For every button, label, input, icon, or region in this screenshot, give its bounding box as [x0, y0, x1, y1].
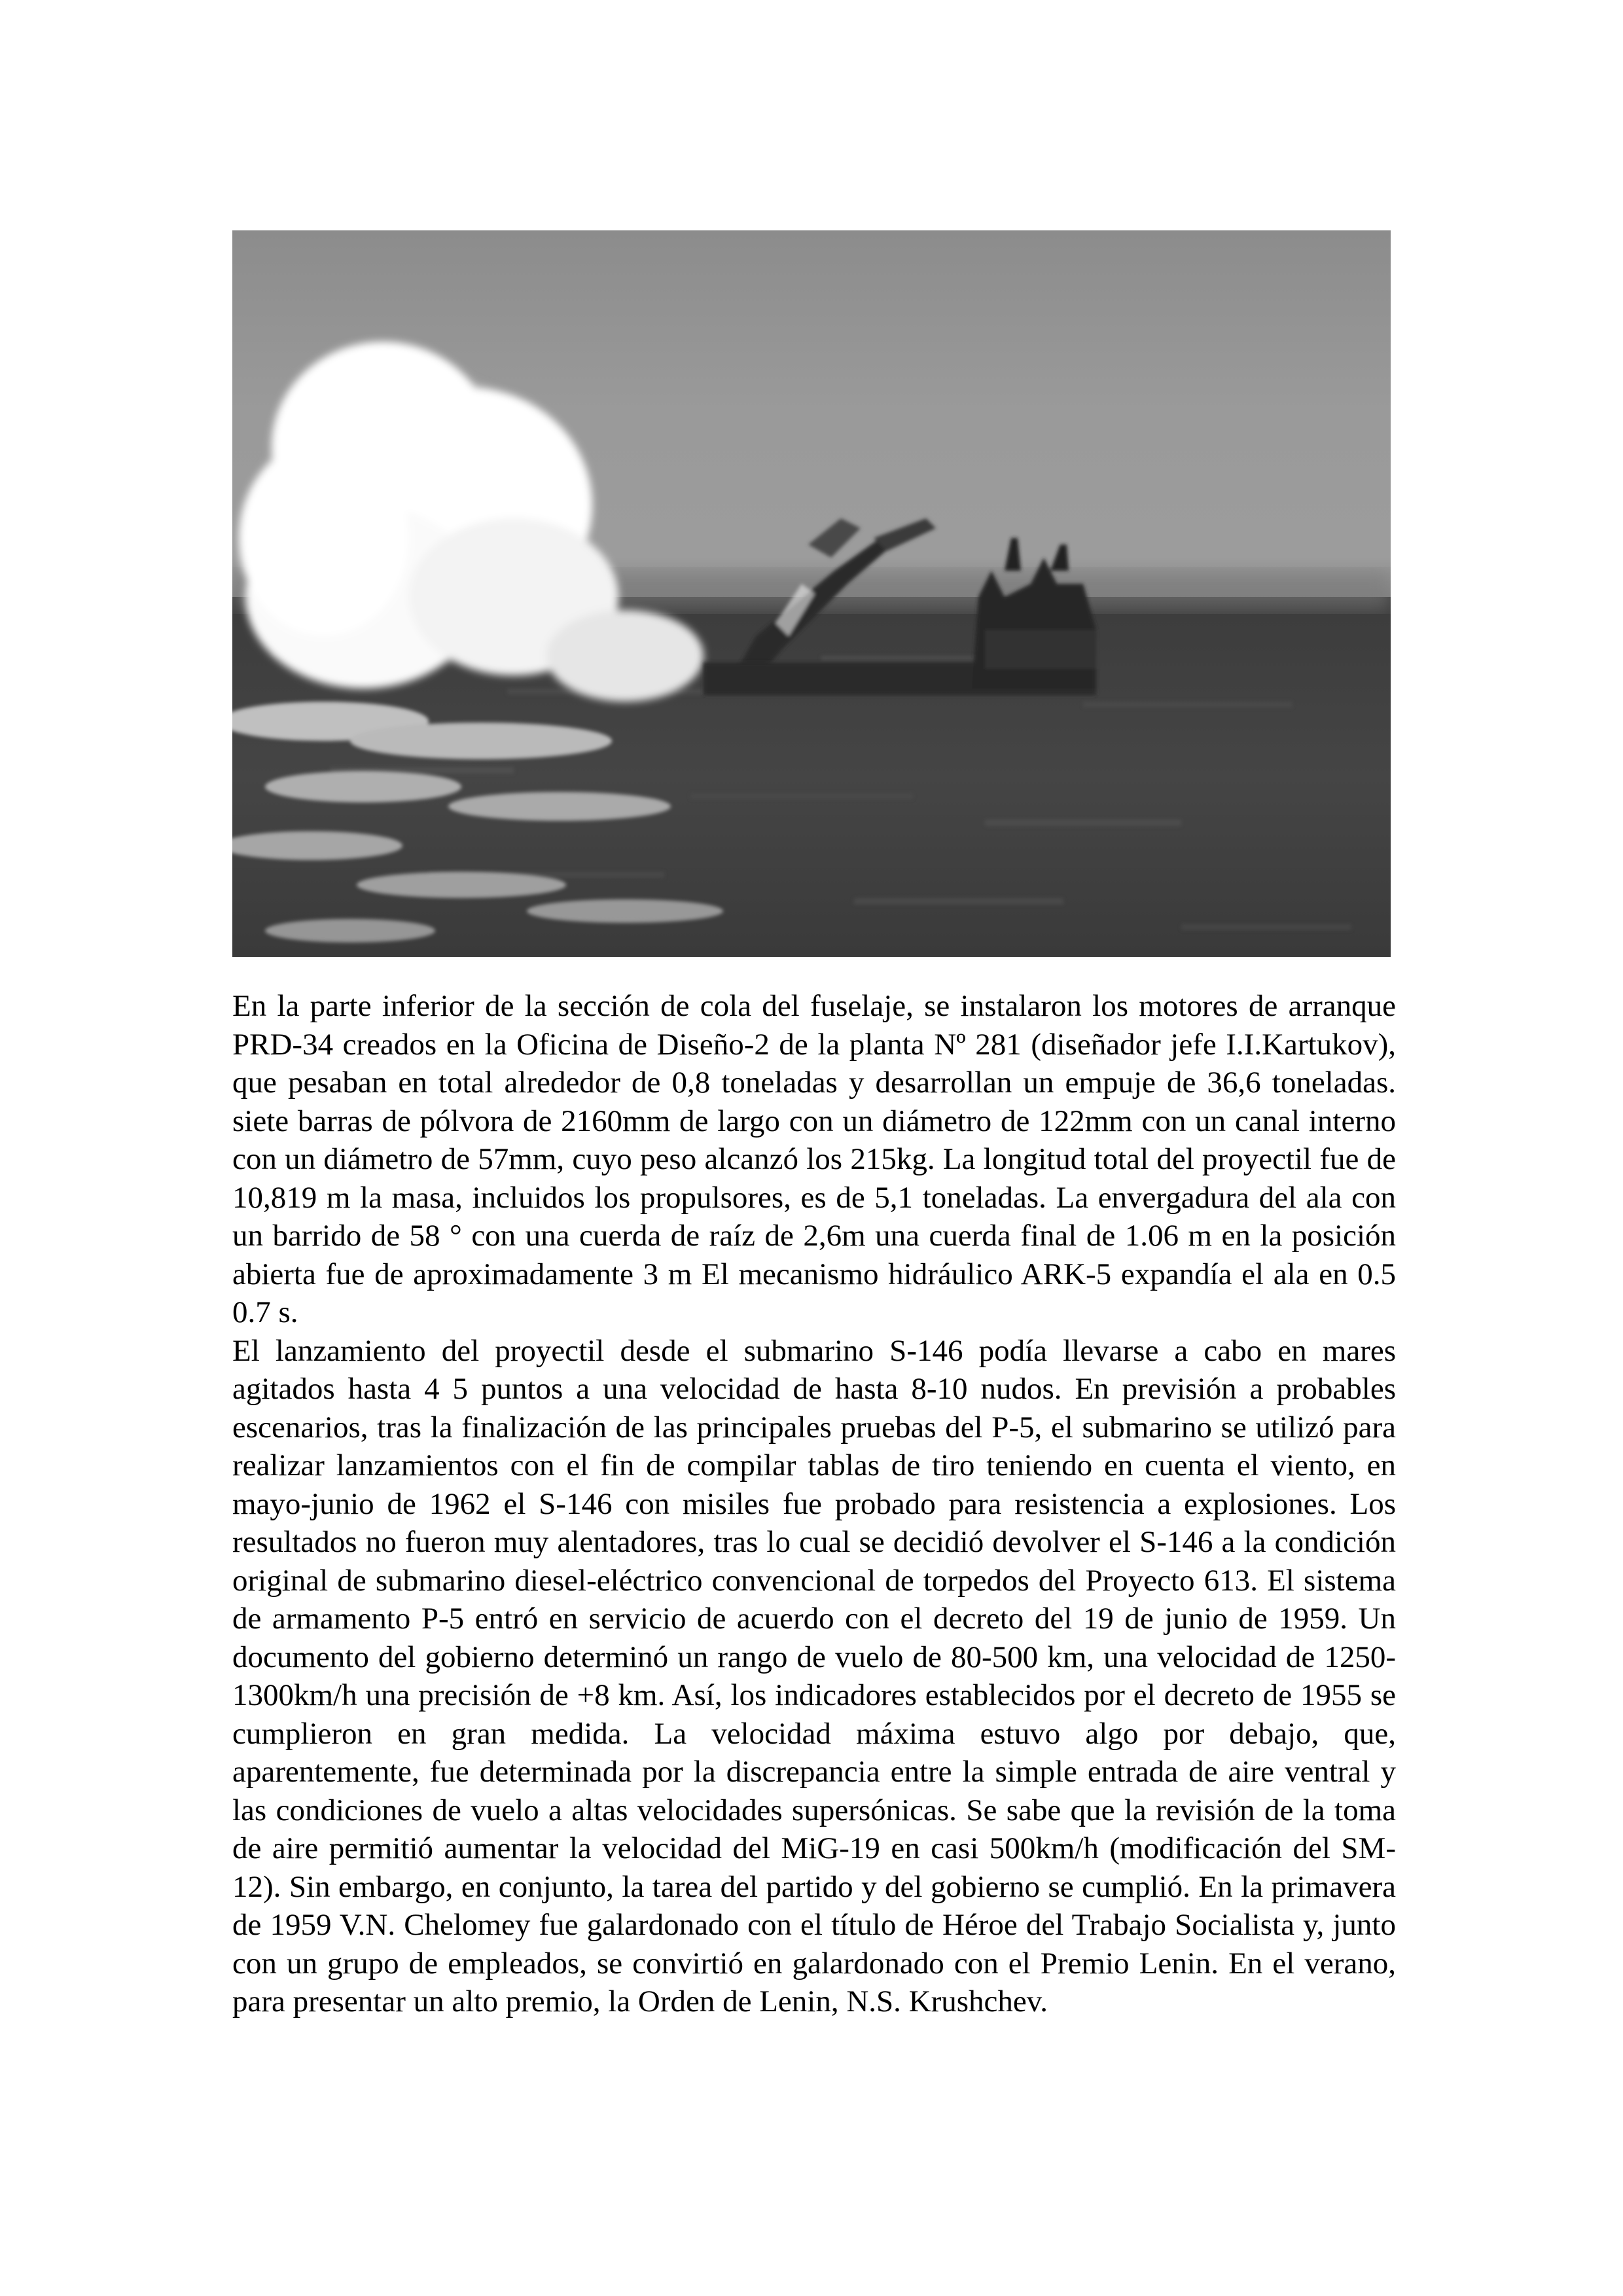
missile-launch-photo [232, 230, 1391, 957]
missile-launch-image [232, 230, 1391, 957]
paragraph-2: El lanzamiento del proyectil desde el submarino S-146 podía llevarse a cabo en mares agitados hasta 4 5 puntos a una velocidad de hasta 8-10 nudos. En previsión a probables escenarios, tras la finalización de las principales pruebas del P-5, el submarino se utilizó para realizar lanzamientos con el fin de compilar tablas de tiro teniendo en cuenta el viento, en mayo-junio de 1962 el S-146 con misiles fue probado para resistencia a explosiones. Los resultados no fueron muy alentadores, tras lo cual se decidió devolver el S-146 a la condición original de submarino diesel-eléctrico convencional de torpedos del Proyecto 613. El sistema de armamento P-5 entró en servicio de acuerdo con el decreto del 19 de junio de 1959. Un documento del gobierno determinó un rango de vuelo de 80-500 km, una velocidad de 1250-1300km/h una precisión de +8 km. Así, los indicadores establecidos por el decreto de 1955 se cumplieron en gran medida. La velocidad máxima estuvo algo por debajo, que, aparentemente, fue determinada por la discrepancia entre la simple entrada de aire ventral y las condiciones de vuelo a altas velocidades supersónicas. Se sabe que la revisión de la toma de aire permitió aumentar la velocidad del MiG-19 en casi 500km/h (modificación del SM-12). Sin embargo, en conjunto, la tarea del partido y del gobierno se cumplió. En la primavera de 1959 V.N. Chelomey fue galardonado con el título de Héroe del Trabajo Socialista y, junto con un grupo de empleados, se convirtió en galardonado con el Premio Lenin. En el verano, para presentar un alto premio, la Orden de Lenin, N.S. Krushchev. [232, 1333, 1396, 2018]
article-body [232, 987, 1396, 2021]
paragraph-1: En la parte inferior de la sección de cola del fuselaje, se instalaron los motores de arranque PRD-34 creados en la Oficina de Diseño-2 de la planta Nº 281 (diseñador jefe I.I.Kartukov), que pesaban en total alrededor de 0,8 toneladas y desarrollan un empuje de 36,6 toneladas. siete barras de pólvora de 2160mm de largo con un diámetro de 122mm con un canal interno con un diámetro de 57mm, cuyo peso alcanzó los 215kg. La longitud total del proyectil fue de 10,819 m la masa, incluidos los propulsores, es de 5,1 toneladas. La envergadura del ala con un barrido de 58 ° con una cuerda de raíz de 2,6m una cuerda final de 1.06 m en la posición abierta fue de aproximadamente 3 m El mecanismo hidráulico ARK-5 expandía el ala en 0.5 0.7 s. [232, 989, 1396, 1329]
